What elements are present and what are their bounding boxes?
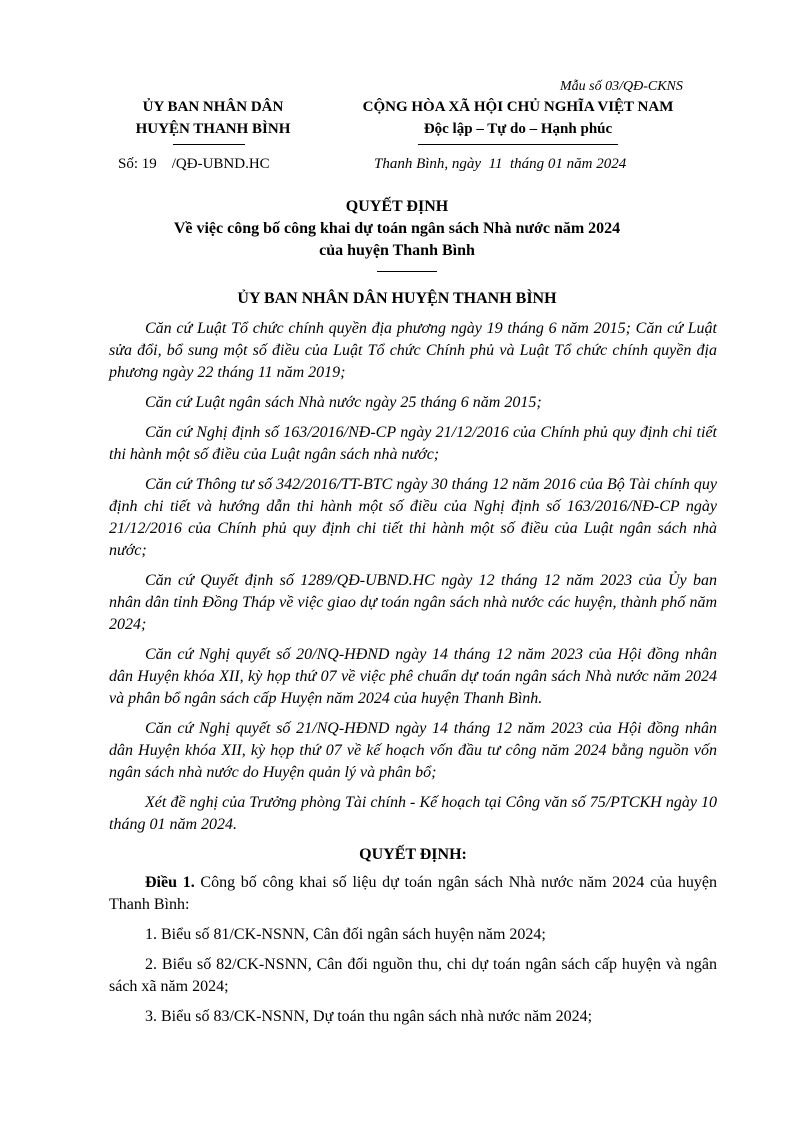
document-title: [60, 196, 734, 262]
title-line-2: Về việc công bố công khai dự toán ngân sách Nhà nước năm 2024: [173, 220, 621, 237]
preamble-paragraph: Căn cứ Quyết định số 1289/QĐ-UBND.HC ngày 12 tháng 12 năm 2023 của Ủy ban nhân dân tỉnh Đồng Tháp về việc giao dự toán ngân sách nhà nước các huyện, thành phố năm 2024;: [109, 572, 717, 633]
title-divider: [377, 271, 437, 272]
agency-divider: [173, 144, 245, 145]
article-1: [109, 872, 717, 916]
article-1-text: Công bố công khai số liệu dự toán ngân sách Nhà nước năm 2024 của huyện Thanh Bình:: [109, 874, 718, 913]
preamble-paragraph: Căn cứ Luật ngân sách Nhà nước ngày 25 tháng 6 năm 2015;: [145, 394, 542, 411]
preamble-paragraph: Căn cứ Thông tư số 342/2016/TT-BTC ngày 30 tháng 12 năm 2016 của Bộ Tài chính quy định chi tiết và hướng dẫn thi hành một số điều của Nghị định số 163/2016/NĐ-CP ngày 21/12/2016 của Chính phủ quy định chi tiết thi hành một số điều của Luật ngân sách nhà nước;: [109, 476, 717, 559]
agency-line-1: ỦY BAN NHÂN DÂN: [142, 99, 284, 115]
preamble-paragraph: Căn cứ Luật Tổ chức chính quyền địa phương ngày 19 tháng 6 năm 2015; Căn cứ Luật sửa đổi, bổ sung một số điều của Luật Tổ chức Chính phủ và Luật Tổ chức chính quyền địa phương ngày 22 tháng 11 năm 2019;: [109, 320, 717, 381]
preamble-paragraph: Căn cứ Nghị quyết số 21/NQ-HĐND ngày 14 tháng 12 năm 2023 của Hội đồng nhân dân Huyện khóa XII, kỳ họp thứ 07 về kế hoạch vốn đầu tư công năm 2024 bằng nguồn vốn ngân sách nhà nước do Huyện quản lý và phân bổ;: [109, 720, 717, 781]
decision-heading: QUYẾT ĐỊNH:: [359, 846, 467, 863]
title-line-3: của huyện Thanh Bình: [319, 242, 475, 259]
issuer-heading: ỦY BAN NHÂN DÂN HUYỆN THANH BÌNH: [237, 290, 557, 307]
issuing-agency: [103, 96, 323, 140]
list-item: 3. Biểu số 83/CK-NSNN, Dự toán thu ngân sách nhà nước năm 2024;: [145, 1008, 593, 1025]
agency-line-2: HUYỆN THANH BÌNH: [135, 121, 291, 137]
title-line-1: QUYẾT ĐỊNH: [345, 198, 449, 215]
article-1-label: Điều 1.: [145, 874, 195, 891]
country-name: CỘNG HÒA XÃ HỘI CHỦ NGHĨA VIỆT NAM: [362, 99, 674, 115]
form-number: Mẫu số 03/QĐ-CKNS: [560, 79, 683, 94]
list-item: 1. Biểu số 81/CK-NSNN, Cân đối ngân sách huyện năm 2024;: [145, 926, 546, 943]
national-motto: [318, 96, 718, 140]
list-item: 2. Biểu số 82/CK-NSNN, Cân đối nguồn thu, chi dự toán ngân sách cấp huyện và ngân sách xã năm 2024;: [109, 956, 717, 995]
preamble-paragraph: Căn cứ Nghị định số 163/2016/NĐ-CP ngày 21/12/2016 của Chính phủ quy định chi tiết thi hành một số điều của Luật ngân sách nhà nước;: [109, 424, 717, 463]
document-body: [109, 318, 717, 1036]
preamble-paragraph: Xét đề nghị của Trưởng phòng Tài chính - Kế hoạch tại Công văn số 75/PTCKH ngày 10 tháng 01 năm 2024.: [109, 794, 717, 833]
document-date: Thanh Bình, ngày 11 tháng 01 năm 2024: [374, 156, 627, 172]
document-number: Số: 19 /QĐ-UBND.HC: [118, 156, 270, 172]
motto-divider: [418, 144, 618, 145]
motto-line: Độc lập – Tự do – Hạnh phúc: [423, 121, 613, 137]
preamble-paragraph: Căn cứ Nghị quyết số 20/NQ-HĐND ngày 14 tháng 12 năm 2023 của Hội đồng nhân dân Huyện khóa XII, kỳ họp thứ 07 về việc phê chuẩn dự toán ngân sách Nhà nước năm 2024 và phân bổ ngân sách cấp Huyện năm 2024 của huyện Thanh Bình.: [109, 646, 717, 707]
